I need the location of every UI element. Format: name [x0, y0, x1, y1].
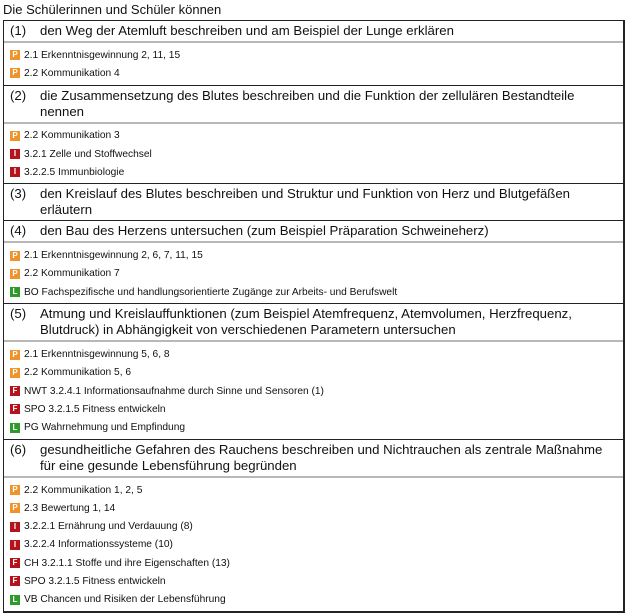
competency-header [4, 86, 623, 124]
badge-f-icon: F [10, 558, 20, 568]
reference-item[interactable] [10, 536, 623, 554]
reference-item[interactable] [10, 345, 623, 363]
competency-header [4, 184, 623, 220]
reference-link[interactable]: NWT 3.2.4.1 Informationsaufnahme durch Sinne und Sensoren (1) [24, 385, 324, 397]
competency-section [4, 303, 623, 438]
competency-number: (1) [10, 23, 27, 38]
badge-i-icon: I [10, 522, 20, 532]
reference-item[interactable] [10, 572, 623, 590]
competency-number: (4) [10, 223, 27, 239]
badge-i-icon: I [10, 167, 20, 177]
reference-item[interactable] [10, 364, 623, 382]
reference-list [4, 124, 623, 184]
reference-link[interactable]: SPO 3.2.1.5 Fitness entwickeln [24, 575, 166, 587]
reference-link[interactable]: 2.3 Bewertung 1, 14 [24, 502, 116, 514]
badge-p-icon: P [10, 503, 20, 513]
competency-table [3, 20, 625, 613]
competency-section [4, 439, 623, 611]
reference-list [4, 43, 623, 85]
reference-item[interactable] [10, 145, 623, 163]
badge-p-icon: P [10, 251, 20, 261]
reference-list [4, 342, 623, 438]
reference-link[interactable]: SPO 3.2.1.5 Fitness entwickeln [24, 403, 166, 415]
reference-link[interactable]: VB Chancen und Risiken der Lebensführung [24, 594, 226, 606]
reference-item[interactable] [10, 499, 623, 517]
reference-item[interactable] [10, 591, 623, 609]
competency-header [4, 221, 623, 243]
reference-item[interactable] [10, 554, 623, 572]
reference-link[interactable]: 3.2.2.4 Informationssysteme (10) [24, 539, 173, 551]
badge-p-icon: P [10, 368, 20, 378]
competency-number: (3) [10, 186, 27, 202]
reference-item[interactable] [10, 382, 623, 400]
badge-p-icon: P [10, 131, 20, 141]
reference-link[interactable]: 3.2.2.5 Immunbiologie [24, 166, 125, 178]
reference-item[interactable] [10, 419, 623, 437]
reference-link[interactable]: 2.1 Erkenntnisgewinnung 2, 6, 7, 11, 15 [24, 250, 203, 262]
reference-item[interactable] [10, 46, 623, 64]
competency-section [4, 85, 623, 184]
competency-text: gesundheitliche Gefahren des Rauchens beschreiben und Nichtrauchen als zentrale Maßnahme für eine gesunde Lebensführung begründen [40, 441, 603, 473]
reference-item[interactable] [10, 265, 623, 283]
badge-f-icon: F [10, 386, 20, 396]
reference-item[interactable] [10, 163, 623, 181]
reference-link[interactable]: CH 3.2.1.1 Stoffe und ihre Eigenschaften (13) [24, 557, 230, 569]
competency-text: Atmung und Kreislauffunktionen (zum Beispiel Atemfrequenz, Atemvolumen, Herzfrequenz, Blutdruck) in Abhängigkeit von verschiedenen Parametern untersuchen [40, 306, 572, 338]
badge-f-icon: F [10, 576, 20, 586]
competency-section [4, 220, 623, 303]
competency-number: (5) [10, 306, 27, 322]
badge-p-icon: P [10, 350, 20, 360]
reference-link[interactable]: 2.2 Kommunikation 5, 6 [24, 367, 132, 379]
competency-number: (2) [10, 87, 27, 103]
badge-p-icon: P [10, 68, 20, 78]
badge-l-icon: L [10, 423, 20, 433]
reference-item[interactable] [10, 127, 623, 145]
competency-text: den Bau des Herzens untersuchen (zum Beispiel Präparation Schweineherz) [40, 223, 489, 239]
reference-link[interactable]: 2.2 Kommunikation 7 [24, 268, 120, 280]
badge-l-icon: L [10, 595, 20, 605]
reference-link[interactable]: 3.2.2.1 Ernährung und Verdauung (8) [24, 521, 193, 533]
reference-link[interactable]: PG Wahrnehmung und Empfindung [24, 422, 186, 434]
reference-link[interactable]: 2.2 Kommunikation 3 [24, 130, 120, 142]
competency-header [4, 21, 623, 43]
competency-header [4, 440, 623, 478]
reference-link[interactable]: 3.2.1 Zelle und Stoffwechsel [24, 148, 152, 160]
reference-item[interactable] [10, 400, 623, 418]
reference-link[interactable]: 2.2 Kommunikation 1, 2, 5 [24, 484, 143, 496]
competency-section [4, 183, 623, 220]
badge-f-icon: F [10, 404, 20, 414]
badge-i-icon: I [10, 540, 20, 550]
competency-text: den Weg der Atemluft beschreiben und am Beispiel der Lunge erklären [40, 23, 454, 38]
reference-item[interactable] [10, 283, 623, 301]
reference-list [4, 478, 623, 611]
competency-number: (6) [10, 441, 27, 457]
badge-p-icon: P [10, 269, 20, 279]
reference-list [4, 243, 623, 303]
badge-l-icon: L [10, 287, 20, 297]
reference-link[interactable]: 2.2 Kommunikation 4 [24, 67, 120, 79]
reference-item[interactable] [10, 481, 623, 499]
competency-header [4, 304, 623, 342]
badge-p-icon: P [10, 485, 20, 495]
reference-link[interactable]: 2.1 Erkenntnisgewinnung 5, 6, 8 [24, 349, 170, 361]
competency-text: den Kreislauf des Blutes beschreiben und Struktur und Funktion von Herz und Blutgefäßen erläutern [40, 186, 571, 218]
reference-item[interactable] [10, 517, 623, 535]
reference-item[interactable] [10, 64, 623, 82]
badge-i-icon: I [10, 149, 20, 159]
reference-link[interactable]: 2.1 Erkenntnisgewinnung 2, 11, 15 [24, 49, 181, 61]
badge-p-icon: P [10, 50, 20, 60]
competency-text: die Zusammensetzung des Blutes beschreiben und die Funktion der zellulären Bestandteile nennen [40, 87, 575, 119]
reference-link[interactable]: BO Fachspezifische und handlungsorientierte Zugänge zur Arbeits- und Berufswelt [24, 286, 398, 298]
competency-section [4, 21, 623, 85]
intro-text: Die Schülerinnen und Schüler können [3, 2, 222, 17]
reference-item[interactable] [10, 246, 623, 264]
